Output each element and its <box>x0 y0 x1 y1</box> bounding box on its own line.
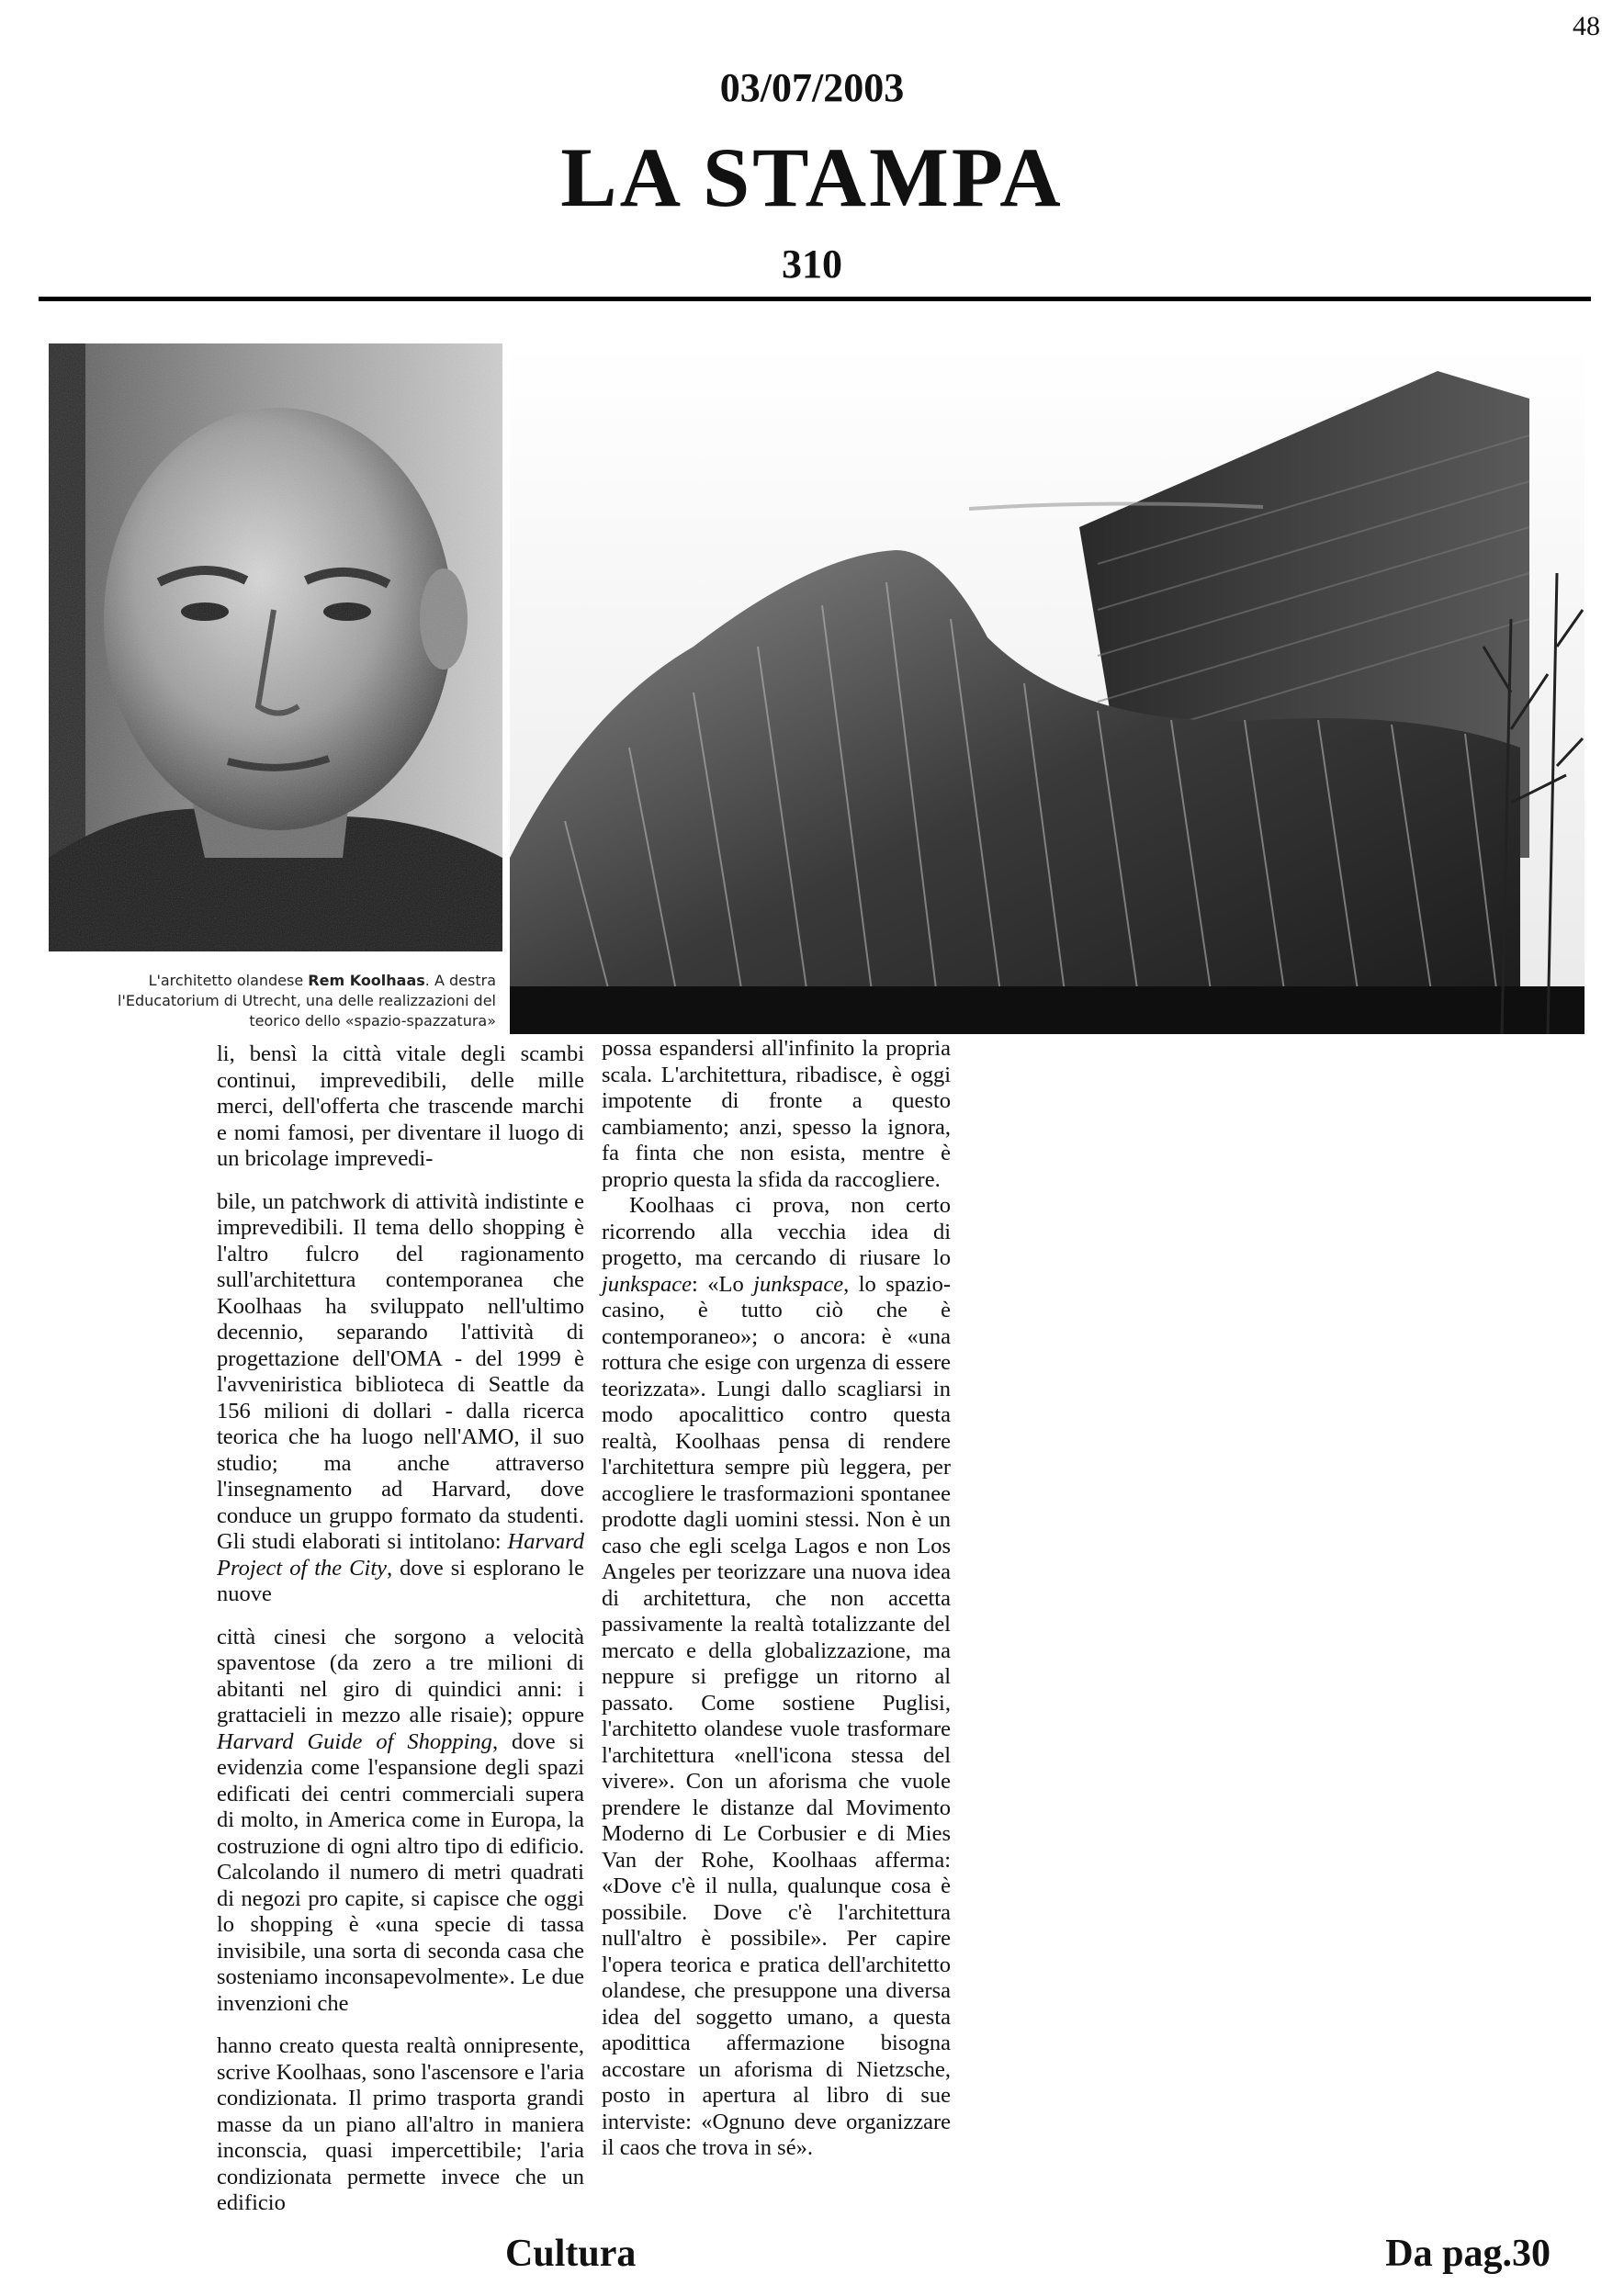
paragraph-text: , dove si evidenzia come l'espansione degli spazi edificati dei centri commerciali supera di molto, in America come in Europa, la costruzione di ogni altro tipo di edificio. Calcolando il numero di metri quadrati di negozi pro capite, si capisce che oggi lo shopping è «una specie di tassa invisibile, una sorta di seconda casa che sosteniamo inconsapevolmente». Le due invenzioni che <box>217 1728 585 2016</box>
paragraph-text: Koolhaas ci prova, non certo ricorrendo alla vecchia idea di progetto, ma cercando di riusare lo <box>602 1193 951 1270</box>
section-label: Cultura <box>505 2233 637 2275</box>
article-column-1 <box>217 1041 584 2217</box>
issue-number: 310 <box>782 242 842 287</box>
paragraph-text: , lo spazio-casino, è tutto ciò che è contemporaneo»; o ancora: è «una rottura che esige con urgenza di essere teorizzata». Lungi dallo scagliarsi in modo apocalittico contro questa realtà, Koolhaas pensa di rendere l'architettura sempre più leggera, per accogliere le trasformazioni spontanee prodotte dagli uomini stessi. Non è un caso che egli scelga Lagos e non Los Angeles per teorizzare una nuova idea di architettura, che non accetta passivamente la realtà totalizzante del mercato e della globalizzazione, ma neppure si prefigge un ritorno al passato. Come sostiene Puglisi, l'architetto olandese vuole trasformare l'architettura «nell'icona stessa del vivere». Con un aforisma che vuole prendere le distanze dal Movimento Moderno di Le Corbusier e di Mies Van der Rohe, Koolhaas afferma: «Dove c'è il nulla, qualunque cosa è possibile. Dove c'è l'architettura null'altro è possibile». Per capire l'opera teorica e pratica dell'architetto olandese, che presuppone una diversa idea del soggetto umano, a questa apodittica affermazione bisogna accostare un aforisma di Nietzsche, posto in apertura al libro di sue interviste: «Ognuno deve organizzare il caos che trova in sé». <box>602 1271 951 2160</box>
paragraph-text: bile, un patchwork di attività indistinte e imprevedibili. Il tema dello shopping è l'altro fulcro del ragionamento sull'architettura contemporanea che Koolhaas ha sviluppato nell'ultimo decennio, separando l'attività di progettazione dell'OMA - del 1999 è l'avveniristica biblioteca di Seattle da 156 milioni di dollari - dalla ricerca teorica che ha luogo nell'AMO, il suo studio; ma anche attraverso l'insegnamento ad Harvard, dove conduce un gruppo formato da studenti. Gli studi elaborati si intitolano: <box>217 1188 584 1554</box>
paragraph-italic: Harvard Guide of Shopping <box>217 1728 492 1754</box>
paragraph: hanno creato questa realtà onnipresente, scrive Koolhaas, sono l'ascensore e l'aria condizionata. Il primo trasporta grandi masse da un piano all'altro in maniera inconscia, quasi impercettibile; l'aria condizionata permette invece che un edificio <box>217 2033 584 2215</box>
paragraph: possa espandersi all'infinito la propria scala. L'architettura, ribadisce, è oggi impotente di fronte a questo cambiamento; anzi, spesso la ignora, fa finta che non esista, mentre è proprio questa la sfida da raccogliere. <box>602 1036 951 1192</box>
caption-name: Rem Koolhaas <box>308 972 425 989</box>
publication-date: 03/07/2003 <box>719 65 905 110</box>
portrait-photo-graphic <box>49 343 502 951</box>
caption-line1-pre: L'architetto olandese <box>148 972 309 989</box>
paragraph <box>602 1193 951 2162</box>
page-number: 48 <box>1573 11 1600 41</box>
building-photo <box>510 343 1585 1034</box>
caption-line2: l'Educatorium di Utrecht, una delle realizzazioni del <box>118 992 496 1009</box>
article-column-2 <box>602 1036 951 2162</box>
continued-from-label: Da pag.30 <box>1385 2233 1551 2275</box>
paragraph-text: città cinesi che sorgono a velocità spaventose (da zero a tre milioni di abitanti nel giro di quindici anni: i grattacieli in mezzo alle risaie); oppure <box>217 1624 584 1728</box>
caption-line3: teorico dello «spazio-spazzatura» <box>249 1012 496 1030</box>
caption-line1-post: . A destra <box>424 972 496 989</box>
paragraph-text: , dove si esplorano le nuove <box>217 1555 584 1606</box>
newspaper-masthead: LA STAMPA <box>560 130 1064 224</box>
paragraph-italic: junkspace <box>753 1271 844 1297</box>
portrait-photo <box>49 343 502 951</box>
paragraph <box>217 1625 584 2018</box>
paragraph <box>217 1189 584 1608</box>
photo-caption <box>73 971 496 1031</box>
paragraph-text: : «Lo <box>691 1271 754 1297</box>
paragraph-italic: Harvard Project of the City <box>217 1529 584 1581</box>
header-rule <box>39 297 1591 301</box>
building-photo-graphic <box>510 343 1585 1034</box>
paragraph-italic: junkspace <box>602 1271 692 1297</box>
paragraph: li, bensì la città vitale degli scambi continui, imprevedibili, delle mille merci, dell'offerta che trascende marchi e nomi famosi, per diventare il luogo di un bricolage imprevedi- <box>217 1041 584 1171</box>
